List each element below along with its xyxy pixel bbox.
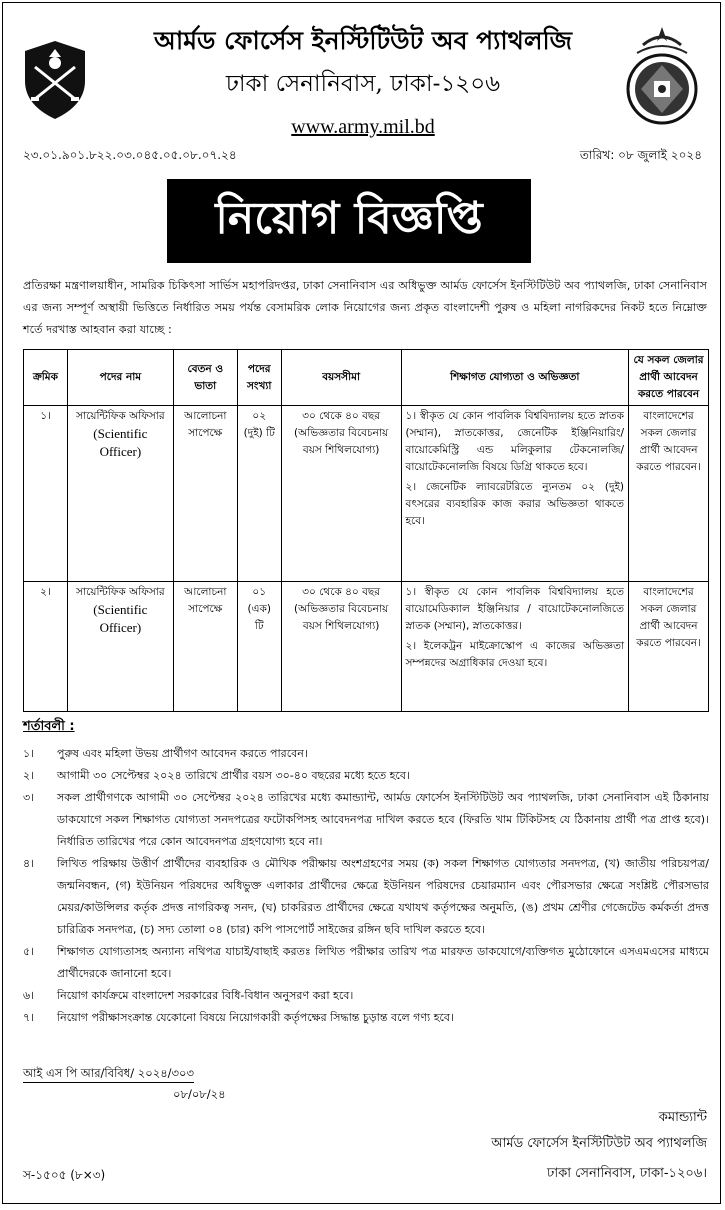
term-text: সকল প্রার্থীগণকে আগামী ৩০ সেপ্টেম্বর ২০২৪ তারিখের মধ্যে কমান্ড্যান্ট, আর্মড ফোর্সেস ইনস্টিটিউট অব প্যাথলজি, ঢাকা সেনানিবাস এই ঠিকানায় ডাকযোগে সকল শিক্ষাগত যোগ্যতা সনদপত্রের ফটোকপিসহ আবেদনপত্র দাখিল করতে হবে (ফিরতি খাম টিকিটসহ যে ঠিকানায় প্রার্থী পত্র প্রাপ্ত হবে)। নির্ধারিত তারিখের পরে কোন আবেদনপত্র গ্রহণযোগ্য হবে না। xyxy=(57,791,709,848)
term-text: লিখিত পরিক্ষায় উত্তীর্ণ প্রার্থীদের ব্যবহারিক ও মৌখিক পরীক্ষায় অংশগ্রহণের সময় (ক) সকল শিক্ষাগত যোগ্যতার সনদপত্র, (খ) জাতীয় পরিচয়পত্র/জন্মনিবন্ধন, (গ) ইউনিয়ন পরিষদের অধিভুক্ত এলাকার প্রার্থীদের ক্ষেত্রে ইউনিয়ন পরিষদের চেয়ারম্যান এবং পৌরসভার ক্ষেত্রে সংশ্লিষ্ট পৌরসভার মেয়র/কাউন্সিলর কর্তৃক প্রদত্ত নাগরিকত্ব সনদ, (ঘ) চাকরিরত প্রার্থীদের ক্ষেত্রে যথাযথ কর্তৃপক্ষের অনুমতি, (ঙ) প্রথম শ্রেণীর গেজেটেড কর্মকর্তা প্রদত্ত চারিত্রিক সনদপত্র, (চ) সদ্য তোলা ০৪ (চার) কপি পাসপোর্ট সাইজের রঙ্গিন ছবি দাখিল করতে হবে। xyxy=(57,857,709,936)
list-item xyxy=(23,765,709,787)
list-item xyxy=(23,1007,709,1029)
post-name-en: (Scientific Officer) xyxy=(93,602,148,635)
banner-text: নিয়োগ বিজ্ঞপ্তি xyxy=(215,192,483,244)
row-salary: আলোচনা সাপেক্ষে xyxy=(173,406,237,582)
table-header-row xyxy=(24,350,709,406)
qualification-item: ২। জেনেটিক ল্যাবরেটরিতে ন্যুনতম ০২ (দুই) বৎসরের ব্যবহারিক কাজ করার অভিজ্ঞতা থাকতে হবে। xyxy=(405,481,625,527)
term-text: পুরুষ এবং মহিলা উভয় প্রার্থীগণ আবেদন করতে পারবেন। xyxy=(57,747,308,760)
army-emblem-logo xyxy=(19,39,91,121)
qualification-item: ২। ইলেকট্রন মাইক্রোস্কোপ এ কাজের অভিজ্ঞতা সম্পন্নদের অগ্রাধিকার দেওয়া হবে। xyxy=(405,640,625,669)
term-number: ১। xyxy=(23,747,35,760)
institute-title: আর্মড ফোর্সেস ইনস্টিটিউট অব প্যাথলজি xyxy=(153,26,572,55)
row-serial: ১। xyxy=(24,406,68,582)
term-text: আগামী ৩০ সেপ্টেম্বর ২০২৪ তারিখে প্রার্থীর বয়স ৩০-৪০ বছরের মধ্যে হতে হবে। xyxy=(57,769,410,782)
row-post xyxy=(67,582,173,712)
signatory-address: ঢাকা সেনানিবাস, ঢাকা-১২০৬। xyxy=(547,1166,707,1181)
table-row xyxy=(24,582,709,712)
term-number: ৬। xyxy=(23,989,35,1002)
list-item xyxy=(23,853,709,941)
print-code: স-১৫০৫ (৮×৩) xyxy=(23,1168,106,1182)
notice-banner xyxy=(167,179,531,263)
term-number: ২। xyxy=(23,769,35,782)
signatory-title: কমান্ড্যান্ট xyxy=(658,1110,707,1125)
memo-number: ২৩.০১.৯০১.৮২২.০৩.০৪৫.০৫.০৮.০৭.২৪ xyxy=(23,148,237,162)
row-serial: ২। xyxy=(24,582,68,712)
reference-number: আই এস পি আর/বিবিধ/ ২০২৪/৩০৩ xyxy=(23,1064,194,1083)
list-item xyxy=(23,985,709,1007)
signatory-org: আর্মড ফোর্সেস ইনস্টিটিউট অব প্যাথলজি xyxy=(491,1136,707,1151)
post-name-bn: সায়েন্টিফিক অফিসার xyxy=(76,410,165,422)
terms-heading: শর্তাবলী : xyxy=(23,719,75,734)
terms-list xyxy=(23,743,709,1029)
term-number: ৩। xyxy=(23,791,35,804)
intro-paragraph: প্রতিরক্ষা মন্ত্রণালয়াধীন, সামরিক চিকিৎসা সার্ভিস মহাপরিদপ্তর, ঢাকা সেনানিবাস এর অধিভুক্ত আর্মড ফোর্সেস ইনস্টিটিউট অব প্যাথলজি, ঢাকা সেনানিবাস এর জন্য সম্পূর্ণ অস্থায়ী ভিত্তিতে নির্ধারিত সময় পর্যন্ত বেসামরিক লোক নিয়োগের জন্য প্রকৃত বাংলাদেশী পুরুষ ও মহিলা নাগরিকদের নিকট হতে নিম্নোক্ত শর্তে দরখাস্ত আহবান করা যাচ্ছে : xyxy=(23,279,707,336)
row-salary: আলোচনা সাপেক্ষে xyxy=(173,582,237,712)
col-header-post: পদের নাম xyxy=(67,350,173,406)
qualification-item: ১। স্বীকৃত যে কোন পাবলিক বিশ্ববিদ্যালয় হতে স্নাতক (সম্মান), স্নাতকোত্তর, জেনেটিক ইঞ্জিনিয়ারিং/ বায়োকেমিস্ট্রি এন্ড মলিকুলার টেকনোলজি/ বায়োটেকনোলজি বিষয়ে ডিগ্রি থাকতে হবে। xyxy=(405,410,625,473)
col-header-age: বয়সসীমা xyxy=(281,350,401,406)
col-header-serial: ক্রমিক xyxy=(24,350,68,406)
term-text: শিক্ষাগত যোগ্যতাসহ অন্যান্য নথিপত্র যাচাই/বাছাই করতঃ লিখিত পরীক্ষার তারিখ পত্র মারফত ডাকযোগে/ব্যক্তিগত মুঠোফোনে এসএমএসের মাধ্যমে প্রার্থীদেরকে জানানো হবে। xyxy=(57,945,709,980)
table-row xyxy=(24,406,709,582)
col-header-count: পদের সংখ্যা xyxy=(237,350,281,406)
post-name-en: (Scientific Officer) xyxy=(93,426,148,459)
term-text: নিয়োগ পরীক্ষাসংক্রান্ত যেকোনো বিষয়ে নিয়োগকারী কর্তৃপক্ষের সিদ্ধান্ত চুড়ান্ত বলে গণ্য হবে। xyxy=(57,1011,454,1024)
row-post xyxy=(67,406,173,582)
row-district: বাংলাদেশের সকল জেলার প্রার্থী আবেদন করতে পারবেন। xyxy=(629,406,709,582)
row-qualification xyxy=(401,582,629,712)
row-count: ০২ (দুই) টি xyxy=(237,406,281,582)
row-qualification xyxy=(401,406,629,582)
row-district: বাংলাদেশের সকল জেলার প্রার্থী আবেদন করতে পারবেন। xyxy=(629,582,709,712)
website-link[interactable]: www.army.mil.bd xyxy=(291,116,435,138)
row-age: ৩০ থেকে ৪০ বছর (অভিজ্ঞতার বিবেচনায় বয়স শিথিলযোগ্য) xyxy=(281,582,401,712)
list-item xyxy=(23,743,709,765)
col-header-salary: বেতন ও ভাতা xyxy=(173,350,237,406)
afip-crest-logo xyxy=(623,23,701,133)
notice-date: তারিখ: ০৮ জুলাই ২০২৪ xyxy=(579,148,702,162)
institute-address: ঢাকা সেনানিবাস, ঢাকা-১২০৬ xyxy=(225,71,501,97)
list-item xyxy=(23,941,709,985)
row-count: ০১ (এক) টি xyxy=(237,582,281,712)
post-name-bn: সায়েন্টিফিক অফিসার xyxy=(76,586,165,598)
row-age: ৩০ থেকে ৪০ বছর (অভিজ্ঞতার বিবেচনায় বয়স শিথিলযোগ্য) xyxy=(281,406,401,582)
term-text: নিয়োগ কার্যক্রমে বাংলাদেশ সরকারের বিধি-বিধান অনুসরণ করা হবে। xyxy=(57,989,354,1002)
term-number: ৫। xyxy=(23,945,35,958)
vacancy-table xyxy=(23,349,709,712)
term-number: ৭। xyxy=(23,1011,35,1024)
notice-page xyxy=(2,2,721,1204)
col-header-district: যে সকল জেলার প্রার্থী আবেদন করতে পারবেন xyxy=(629,350,709,406)
list-item xyxy=(23,787,709,853)
term-number: ৪। xyxy=(23,857,35,870)
qualification-item: ১। স্বীকৃত যে কোন পাবলিক বিশ্ববিদ্যালয় হতে বায়োমেডিক্যাল ইঞ্জিনিয়ার / বায়োটেকনোলজিতে স্নাতক (সম্মান), স্নাতকোত্তর। xyxy=(405,586,625,632)
col-header-qualification: শিক্ষাগত যোগ্যতা ও অভিজ্ঞতা xyxy=(401,350,629,406)
reference-date: ০৮/০৮/২৪ xyxy=(173,1087,226,1101)
